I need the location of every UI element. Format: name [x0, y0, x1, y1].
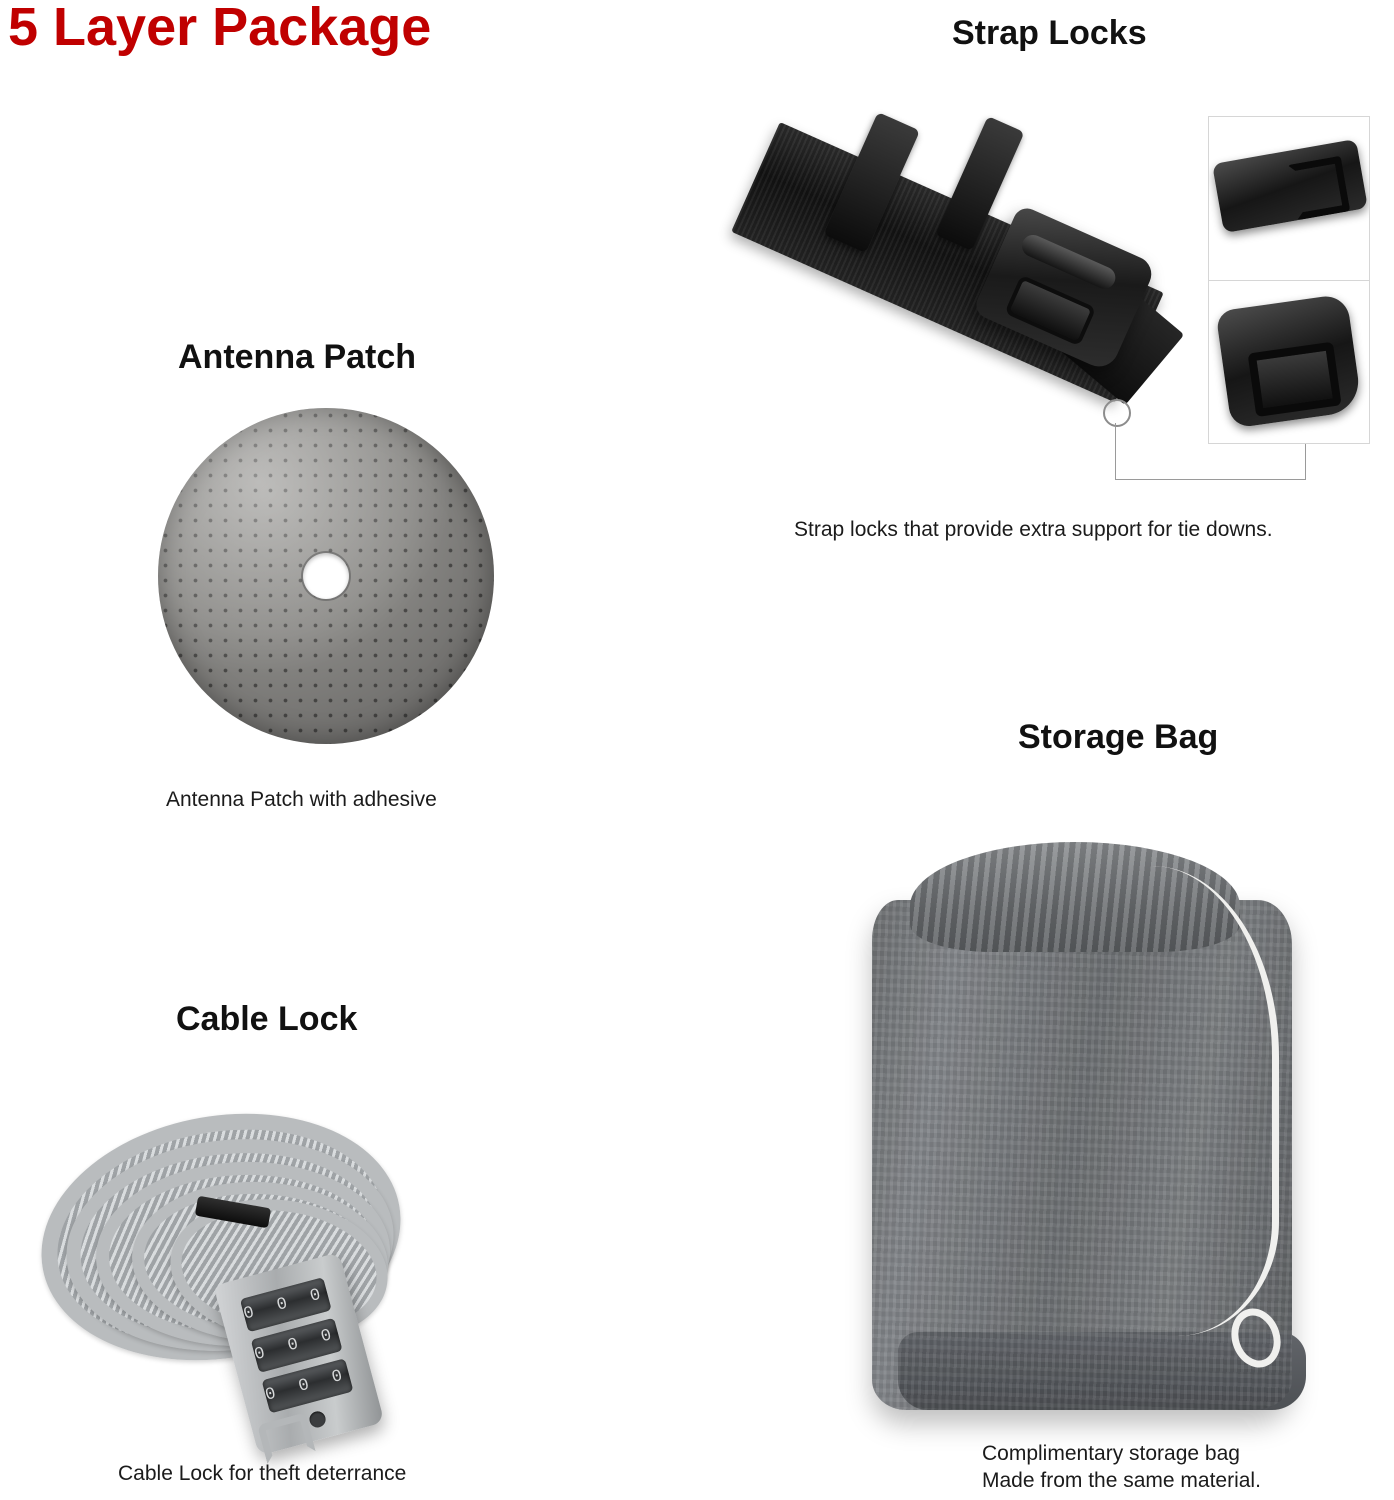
buckle-front-view-thumbnail: [1209, 280, 1369, 443]
cable-lock-photo: [20, 1088, 580, 1448]
combination-dial[interactable]: 0 0 0: [262, 1358, 354, 1413]
patch-center-hole: [303, 553, 349, 599]
section-title-storage-bag: Storage Bag: [1018, 718, 1219, 756]
caption-antenna-patch: Antenna Patch with adhesive: [166, 788, 437, 811]
combination-dial[interactable]: 0 0 0: [240, 1277, 332, 1332]
strap-lock-thumbnails: [1208, 116, 1370, 444]
callout-leader-line: [1115, 423, 1116, 479]
buckle-side-view-icon: [1212, 139, 1368, 233]
caption-storage-bag-line2: Made from the same material.: [982, 1469, 1261, 1492]
buckle-front-view-icon: [1215, 293, 1362, 428]
callout-leader-line: [1115, 479, 1305, 480]
combination-dial[interactable]: 0 0 0: [251, 1318, 343, 1373]
lock-reset-hole: [308, 1410, 328, 1430]
caption-storage-bag: [982, 1440, 1261, 1494]
caption-cable-lock: Cable Lock for theft deterrance: [118, 1462, 407, 1485]
section-title-antenna-patch: Antenna Patch: [178, 338, 417, 376]
section-title-cable-lock: Cable Lock: [176, 1000, 358, 1038]
strap-lock-photo: [770, 96, 1370, 476]
caption-strap-locks: Strap locks that provide extra support for tie downs.: [794, 518, 1273, 541]
storage-bag-photo: [852, 808, 1322, 1428]
page-title: 5 Layer Package: [8, 0, 432, 57]
section-title-strap-locks: Strap Locks: [952, 14, 1147, 52]
antenna-patch-photo: [158, 408, 494, 744]
lock-shackle: [257, 1412, 316, 1464]
callout-leader-line: [1305, 444, 1306, 480]
caption-storage-bag-line1: Complimentary storage bag: [982, 1442, 1240, 1465]
buckle-side-view-thumbnail: [1209, 117, 1369, 281]
callout-marker-icon: [1103, 399, 1131, 427]
